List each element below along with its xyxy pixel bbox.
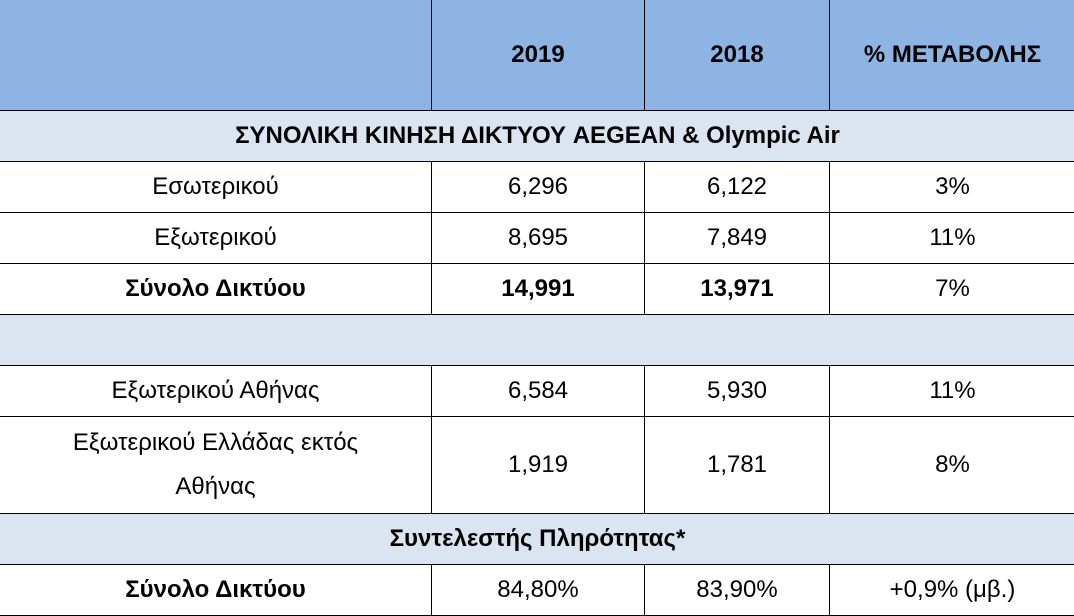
section-title-load-factor: Συντελεστής Πληρότητας* — [0, 514, 1074, 565]
header-empty-cell — [0, 0, 432, 111]
cell-2019: 6,584 — [432, 366, 645, 417]
table-row — [0, 366, 1074, 417]
row-label-international: Εξωτερικού — [0, 213, 432, 264]
row-label-line2: Αθήνας — [175, 465, 255, 509]
cell-change: 7% — [830, 264, 1074, 315]
table-row — [0, 213, 1074, 264]
cell-2019: 6,296 — [432, 162, 645, 213]
cell-change: 3% — [830, 162, 1074, 213]
cell-2018: 83,90% — [645, 565, 830, 616]
cell-change: 11% — [830, 213, 1074, 264]
header-change: % ΜΕΤΑΒΟΛΗΣ — [830, 0, 1074, 111]
section-title-row — [0, 514, 1074, 565]
table-header-row — [0, 0, 1074, 111]
header-2019: 2019 — [432, 0, 645, 111]
cell-2019: 8,695 — [432, 213, 645, 264]
cell-2019: 14,991 — [432, 264, 645, 315]
section-title-network-traffic: ΣΥΝΟΛΙΚΗ ΚΙΝΗΣΗ ΔΙΚΤΥΟΥ AEGEAN & Olympic Air — [0, 111, 1074, 162]
header-2018: 2018 — [645, 0, 830, 111]
cell-2018: 13,971 — [645, 264, 830, 315]
row-label-international-athens: Εξωτερικού Αθήνας — [0, 366, 432, 417]
row-label-international-greece-excl-athens — [0, 417, 432, 514]
cell-2018: 1,781 — [645, 417, 830, 514]
row-label-network-total: Σύνολο Δικτύου — [0, 565, 432, 616]
cell-2018: 6,122 — [645, 162, 830, 213]
cell-change: +0,9% (μβ.) — [830, 565, 1074, 616]
table-row-load-factor — [0, 565, 1074, 616]
spacer-cell — [0, 315, 1074, 366]
section-title-row — [0, 111, 1074, 162]
row-label-domestic: Εσωτερικού — [0, 162, 432, 213]
cell-change: 11% — [830, 366, 1074, 417]
cell-2018: 7,849 — [645, 213, 830, 264]
cell-2019: 84,80% — [432, 565, 645, 616]
cell-change: 8% — [830, 417, 1074, 514]
table-row-total — [0, 264, 1074, 315]
table-row — [0, 162, 1074, 213]
cell-2018: 5,930 — [645, 366, 830, 417]
cell-2019: 1,919 — [432, 417, 645, 514]
table-row — [0, 417, 1074, 514]
spacer-row — [0, 315, 1074, 366]
row-label-line1: Εξωτερικού Ελλάδας εκτός — [73, 421, 358, 465]
row-label-network-total: Σύνολο Δικτύου — [0, 264, 432, 315]
